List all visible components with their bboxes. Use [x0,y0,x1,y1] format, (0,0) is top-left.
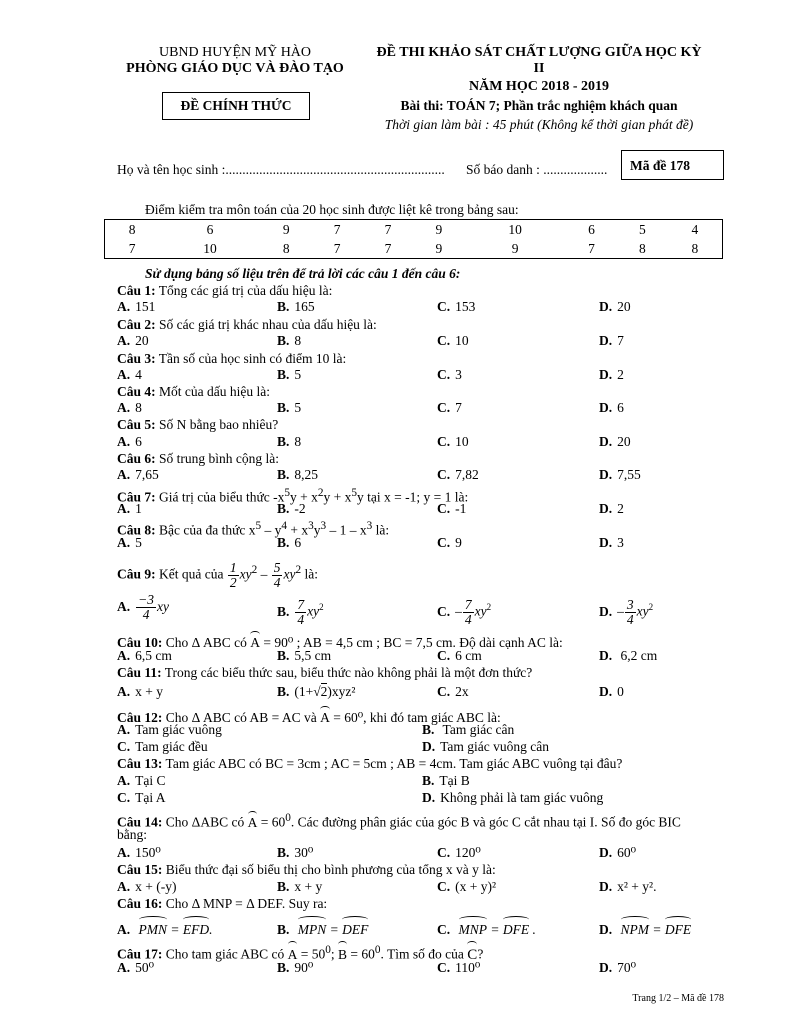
exam-title: ĐỀ THI KHẢO SÁT CHẤT LƯỢNG GIỮA HỌC KỲ [376,45,702,60]
question-text: Biểu thức đại số biểu thị cho bình phương của tổng x và y là: [165,862,496,877]
question-label: Câu 1: [117,283,156,298]
option-d[interactable]: D. NPM = DFE [599,916,691,940]
option-a[interactable]: A. 7,65 [117,467,159,482]
question-text: Số trung bình cộng là: [159,451,280,466]
table-row [105,220,723,240]
option-d[interactable]: D. x² + y². [599,879,657,894]
question-label: Câu 3: [117,351,156,366]
option-a[interactable]: A. 8 [117,400,142,415]
question-3 [117,351,752,367]
option-b[interactable]: B. 5 [277,367,302,382]
question-label: Câu 14: [117,814,163,830]
question-12: Câu 12: Cho Δ ABC có AB = AC và A = 60⁰, khi đó tam giác ABC là: [117,706,752,726]
question-7: Câu 7: Giá trị của biểu thức $-x^5y + x^2y + x^5y$ tại x = -1; y = 1 là: [117,487,469,505]
question-text: Cho Δ MNP = Δ DEF. Suy ra: [165,896,328,911]
option-d[interactable]: D. 70⁰ [599,960,637,975]
option-c[interactable]: C. 110⁰ [437,960,481,975]
option-a[interactable]: A. x + (-y) [117,879,177,894]
option-d[interactable]: D. 60⁰ [599,845,637,860]
question-5 [117,417,752,433]
option-d[interactable]: D. 7,55 [599,467,641,482]
question-11 [117,665,752,681]
question-text: Cho ΔABC có [165,814,245,830]
question-text: Số các giá trị khác nhau của dấu hiệu là: [159,317,377,332]
question-label: Câu 17: [117,946,163,962]
official-badge: ĐỀ CHÍNH THỨC [162,92,310,120]
answers-4 [117,400,757,416]
option-c[interactable]: C. – $\frac{7}{4}$ $xy^2$ [437,596,492,627]
option-a[interactable]: A. x + y [117,684,163,699]
option-c[interactable]: C. 7,82 [437,467,479,482]
student-id-field[interactable]: Số báo danh : ................... [466,162,608,177]
table-cell: 7 [384,221,392,237]
answers-10 [117,648,757,664]
table-cell: 5 [638,221,646,237]
option-b[interactable]: B. 8 [277,434,302,449]
question-label: Câu 11: [117,665,162,680]
option-d[interactable]: D. 2 [599,501,624,516]
table-cell: 8 [638,240,646,256]
answers-3 [117,367,757,383]
header-left [120,45,350,77]
question-text-end: = 60⁰, khi đó tam giác ABC là: [333,710,501,725]
option-c[interactable]: C. -1 [437,501,467,516]
question-6 [117,451,752,467]
option-c[interactable]: C. 6 cm [437,648,482,663]
option-a[interactable]: A. 1 [117,501,142,516]
option-a[interactable]: A. 6,5 cm [117,648,172,663]
option-a[interactable]: A. Tam giác vuông [117,722,222,737]
question-label: Câu 8: [117,522,156,538]
answers-12-row1 [117,722,757,738]
option-c[interactable]: C. 120⁰ [437,845,481,860]
option-d[interactable]: D. 6 [599,400,624,415]
question-text-end: ? [477,946,484,962]
option-c[interactable]: C. Tam giác đều [117,739,208,754]
department-name: UBND HUYỆN MỸ HÀO [158,45,312,60]
option-b[interactable]: B. (1+√2)xyz² [277,684,356,699]
question-text-end: = 90⁰ ; AB = 4,5 cm ; BC = 7,5 cm. Độ dài cạnh AC là: [263,635,563,650]
question-label: Câu 13: [117,756,163,771]
answers-13-row1 [117,773,757,789]
option-a[interactable]: A. 4 [117,367,142,382]
question-text: Số N bằng bao nhiêu? [159,417,279,432]
question-15 [117,862,752,878]
table-cell: 7 [588,240,595,256]
table-cell: 9 [282,221,290,237]
question-text: Mốt của dấu hiệu là: [159,384,270,399]
table-cell: 7 [128,240,136,256]
exam-code-box: Mã đề 178 [621,150,724,180]
answers-13-row2 [117,790,757,806]
instruction: Sử dụng bảng số liệu trên để trả lời các câu 1 đến câu 6: [145,266,461,281]
table-cell: 7 [333,240,341,256]
table-cell: 7 [384,240,392,256]
student-name-field[interactable]: Họ và tên học sinh :................................................................. [117,162,445,177]
table-cell: 10 [203,240,217,256]
exam-title-line2: II [533,61,545,76]
question-label: Câu 2: [117,317,156,332]
table-row [105,239,723,259]
option-a[interactable]: A. $\frac{-3}{4}$ xy [117,592,169,623]
question-9: Câu 9: Kết quả của $\frac{1}{2}$ $xy^2$ – $\frac{5}{4}$ $xy^2$ là: [117,559,318,590]
option-d[interactable]: D. Tam giác vuông cân [422,739,550,754]
question-text: Cho Δ ABC có AB = AC và [165,710,317,725]
question-text: Trong các biểu thức sau, biểu thức nào không phải là một đơn thức? [164,665,533,680]
question-label: Câu 15: [117,862,163,877]
option-d[interactable]: D. 0 [599,684,624,699]
option-b[interactable]: B. 165 [277,299,315,314]
page-footer: Trang 1/2 – Mã đề 178 [632,993,724,1004]
option-d[interactable]: D. 2 [599,367,624,382]
question-label: Câu 10: [117,635,163,650]
question-text: Cho Δ ABC có [165,635,247,650]
answers-17 [117,960,757,976]
question-text: Tổng các giá trị của dấu hiệu là: [158,283,333,298]
option-b[interactable]: B. Tam giác cân [422,722,515,737]
question-text-end: tại x = -1; y = 1 là: [363,489,469,505]
school-year: NĂM HỌC 2018 - 2019 [469,79,609,94]
option-c[interactable]: C. (x + y)² [437,879,497,894]
option-b[interactable]: B. MPN = DEF [277,916,368,940]
question-4 [117,384,752,400]
question-label: Câu 9: [117,566,156,582]
answers-9 [117,590,757,627]
option-a[interactable]: A. 150⁰ [117,845,161,860]
option-b[interactable]: B. 5,5 cm [277,648,332,663]
answers-14 [117,845,757,861]
option-a[interactable]: A. 6 [117,434,142,449]
option-d[interactable]: D. 20 [599,299,631,314]
table-intro: Điểm kiểm tra môn toán của 20 học sinh được liệt kê trong bảng sau: [145,202,519,217]
option-b[interactable]: B. Tại B [422,773,470,788]
table-cell: 4 [691,221,699,237]
table-cell: 9 [435,240,443,256]
question-text-mid: . Các đường phân giác của góc B và góc C cắt nhau tại I. Số đo góc BIC [290,814,681,830]
answers-11 [117,684,757,700]
option-a[interactable]: A. 50⁰ [117,960,155,975]
table-cell: 7 [333,221,341,237]
fraction: $\frac{1}{2}$ [229,559,237,590]
table-cell: 6 [206,221,214,237]
header-right [364,45,714,134]
exam-subject: Bài thi: TOÁN 7; Phần trắc nghiệm khách quan [400,98,678,113]
table-cell: 6 [588,221,595,237]
question-label: Câu 4: [117,384,156,399]
question-label: Câu 12: [117,710,163,725]
question-label: Câu 7: [117,489,156,505]
answers-8 [117,535,757,551]
question-text: Cho tam giác ABC có [165,946,285,962]
question-13 [117,756,752,772]
answers-1 [117,299,757,315]
table-cell: 8 [691,240,699,256]
question-16 [117,896,752,912]
table-cell: 8 [282,240,290,256]
question-text: Tần số của học sinh có điểm 10 là: [158,351,347,366]
option-c[interactable]: C. 2x [437,684,469,699]
table-cell: 9 [435,221,443,237]
question-8: Câu 8: Bậc của đa thức $x^5 - y^4 + x^3y^3 - 1 - x^3$ là: [117,520,390,538]
table-cell: 10 [508,221,522,237]
option-c[interactable]: C. 10 [437,333,469,348]
exam-duration: Thời gian làm bài : 45 phút (Không kể thời gian phát đề) [384,117,694,132]
option-d[interactable]: D. 7 [599,333,624,348]
question-text: Kết quả của [159,566,224,582]
option-b[interactable]: B. 6 [277,535,302,550]
option-d[interactable]: D. 20 [599,434,631,449]
option-b[interactable]: B. 8,25 [277,467,319,482]
option-a[interactable]: A. PMN = EFD. [117,916,213,940]
option-b[interactable]: B. 8 [277,333,302,348]
question-17: Câu 17: Cho tam giác ABC có $A = 50^0$; $B = 60^0$. Tìm số đo của C? [117,940,752,960]
option-a[interactable]: A. 5 [117,535,142,550]
answers-2 [117,333,757,349]
office-name: PHÒNG GIÁO DỤC VÀ ĐÀO TẠO [126,61,344,76]
answers-16 [117,916,757,936]
option-a[interactable]: A. 151 [117,299,156,314]
option-c[interactable]: C. 7 [437,400,462,415]
answers-5 [117,434,757,450]
table-cell: 9 [511,240,519,256]
option-d[interactable]: D. Không phải là tam giác vuông [422,790,604,805]
option-d[interactable]: D. 3 [599,535,624,550]
question-label: Câu 5: [117,417,156,432]
answers-6 [117,467,757,483]
question-2 [117,317,752,333]
question-14-line2: bằng: [117,827,147,842]
option-c[interactable]: C. 3 [437,367,462,382]
option-c[interactable]: C. Tại A [117,790,166,805]
option-b[interactable]: B. $\frac{7}{4}$ $xy^2$ [277,596,324,627]
option-c[interactable]: C. MNP = DFE . [437,916,536,940]
question-text-mid: . Tìm số đo của [380,946,464,962]
option-b[interactable]: B. 5 [277,400,302,415]
option-d[interactable]: D. – $\frac{3}{4}$ $xy^2$ [599,596,654,627]
option-a[interactable]: A. Tại C [117,773,166,788]
score-table [104,219,723,259]
fraction: $\frac{5}{4}$ [273,559,281,590]
option-c[interactable]: C. 153 [437,299,476,314]
option-d[interactable]: D. 6,2 cm [599,648,658,663]
option-b[interactable]: B. 30⁰ [277,845,314,860]
answers-7 [117,501,757,517]
option-a[interactable]: A. 20 [117,333,149,348]
question-text: Bậc của đa thức [159,522,249,538]
question-14: Câu 14: Cho ΔABC có $A = 60^0$. Các đường phân giác của góc B và góc C cắt nhau tại I. Số đo góc BIC [117,812,681,830]
question-10: Câu 10: Cho Δ ABC có A = 90⁰ ; AB = 4,5 cm ; BC = 7,5 cm. Độ dài cạnh AC là: [117,631,752,651]
option-b[interactable]: B. 90⁰ [277,960,314,975]
question-label: Câu 16: [117,896,163,911]
option-c[interactable]: C. 9 [437,535,462,550]
answers-12-row2 [117,739,757,755]
answers-15 [117,879,757,895]
option-b[interactable]: B. -2 [277,501,306,516]
option-c[interactable]: C. 10 [437,434,469,449]
question-1 [117,283,752,299]
table-cell: 8 [128,221,136,237]
question-text: Giá trị của biểu thức -x [159,489,285,505]
question-text: Tam giác ABC có BC = 3cm ; AC = 5cm ; AB = 4cm. Tam giác ABC vuông tại đâu? [165,756,623,771]
question-text-end: là: [304,566,318,582]
option-b[interactable]: B. x + y [277,879,323,894]
question-label: Câu 6: [117,451,156,466]
